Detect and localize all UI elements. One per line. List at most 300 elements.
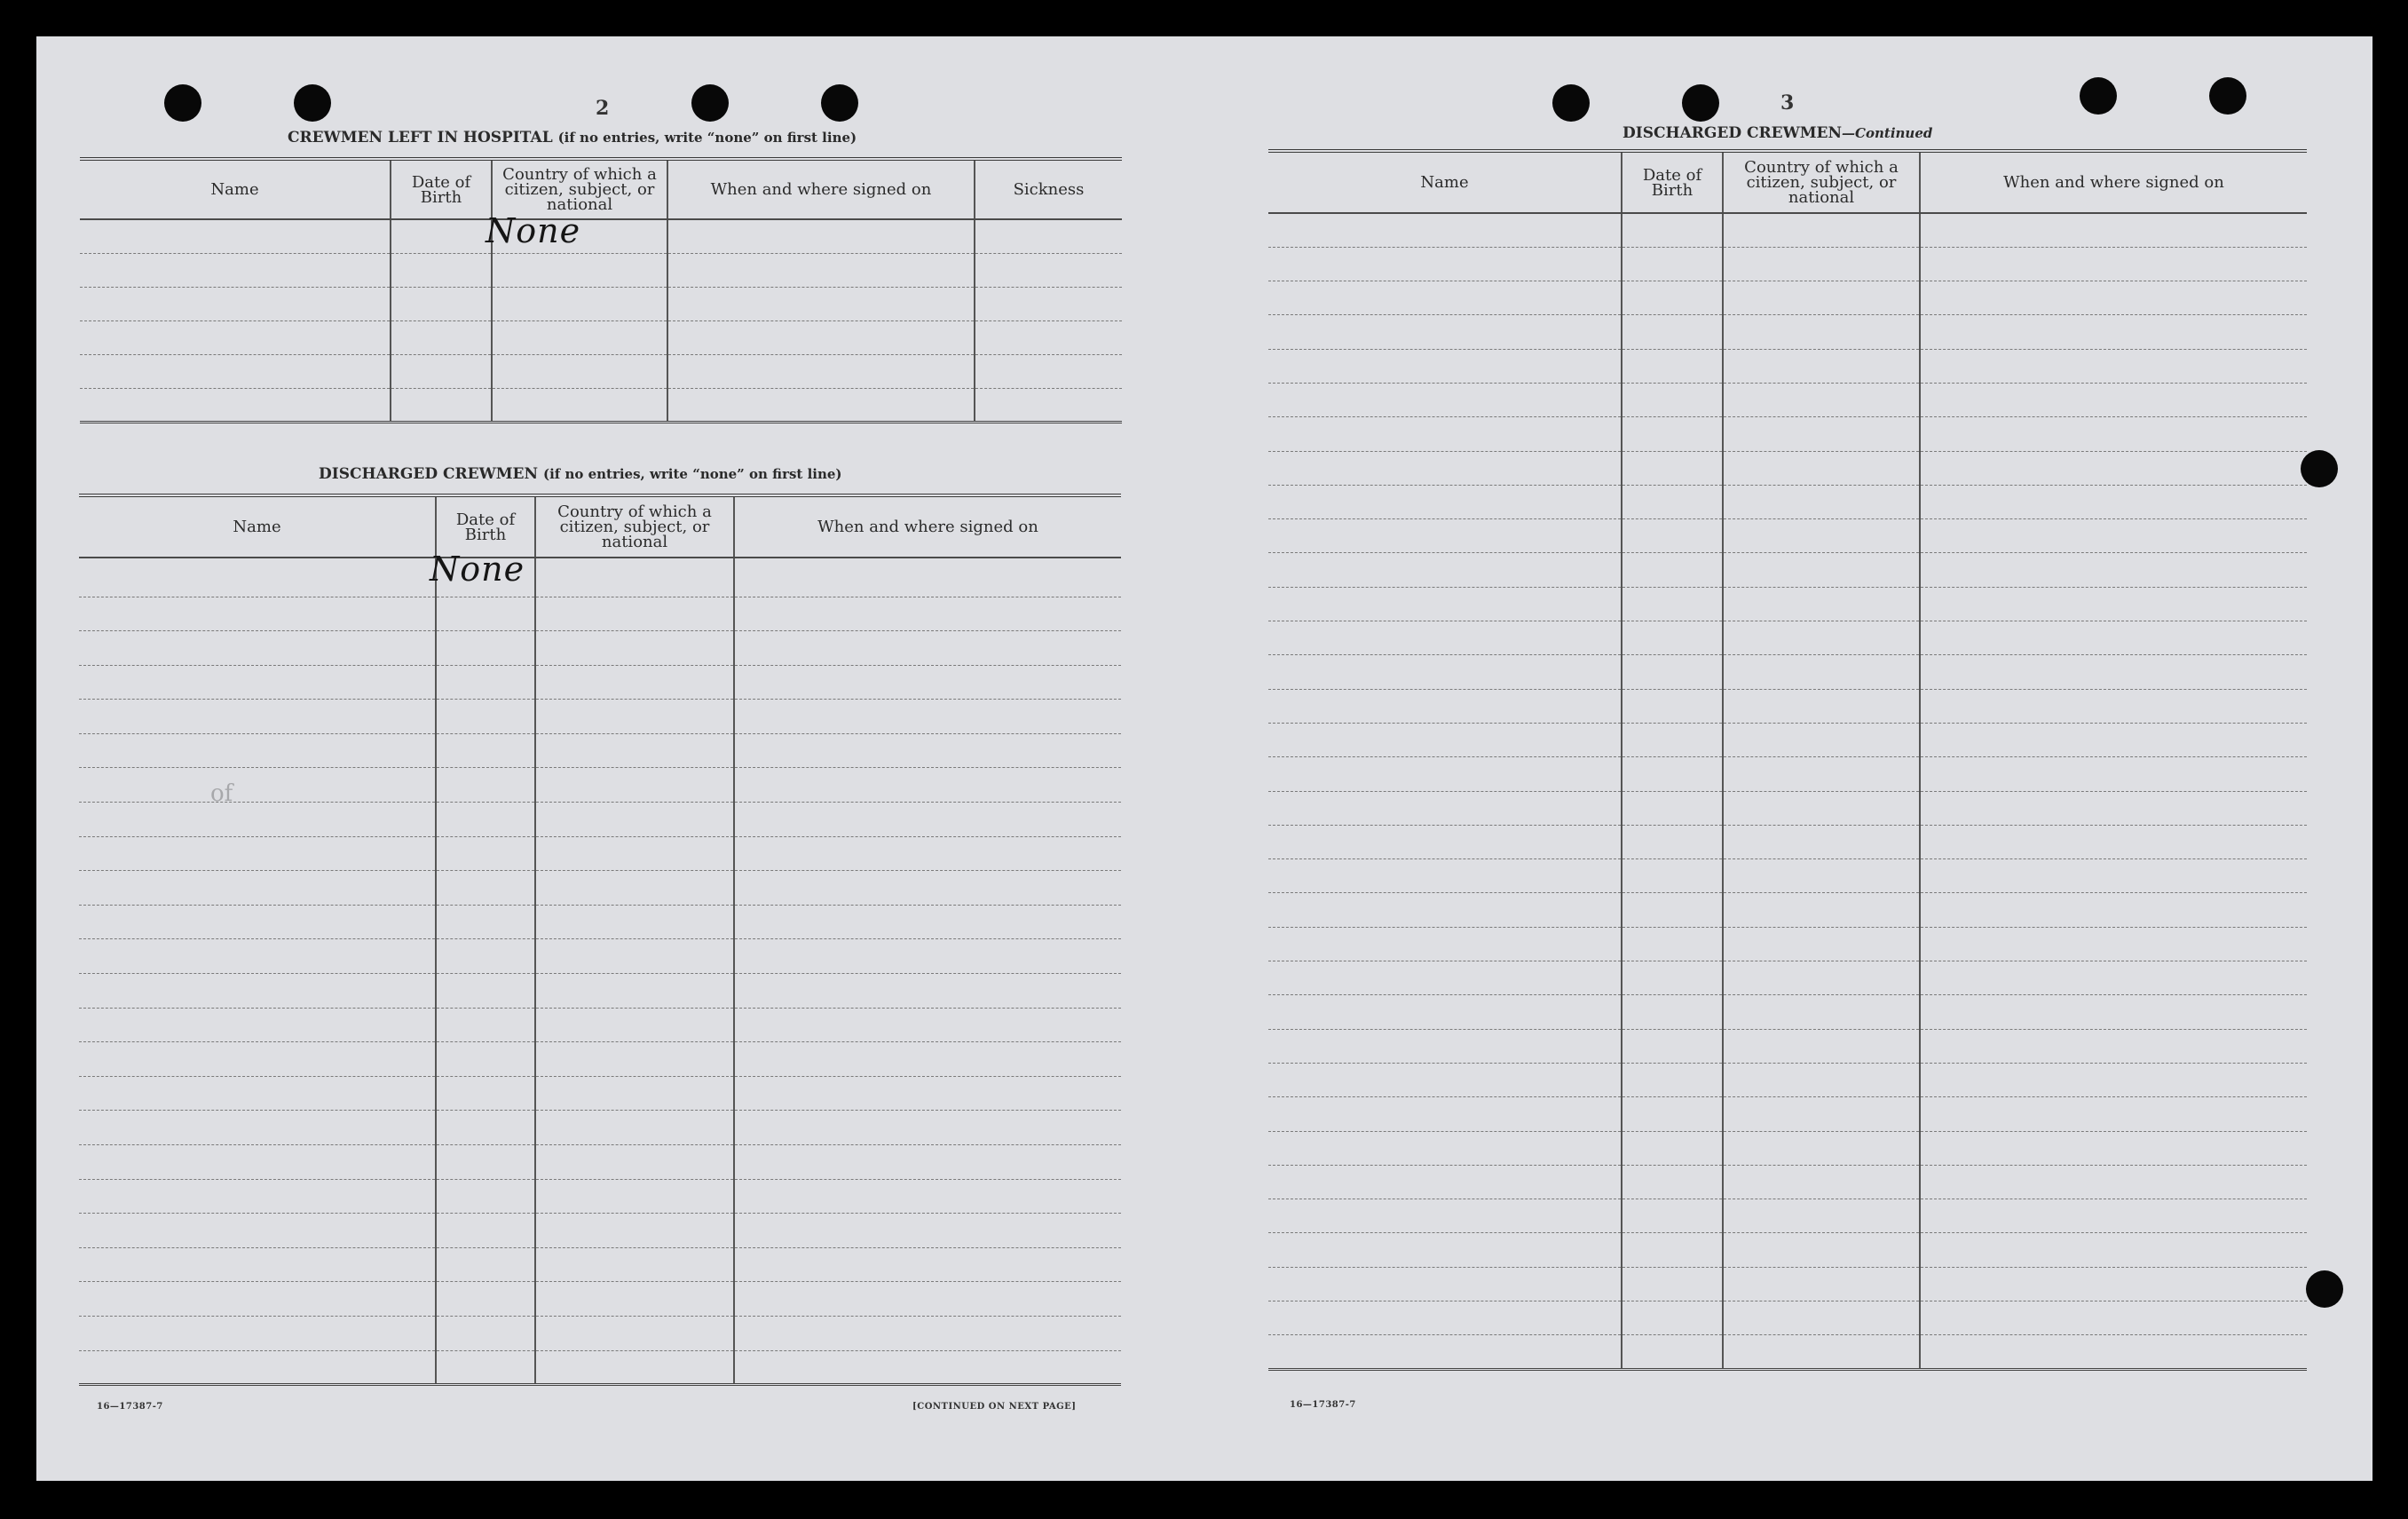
discharged-table xyxy=(79,494,1121,1386)
table-cell xyxy=(1723,1335,1920,1369)
table-cell xyxy=(1622,1131,1723,1165)
table-row xyxy=(80,219,1122,253)
table-cell xyxy=(1268,927,1622,961)
table-cell xyxy=(734,1316,1121,1350)
discharged-title: DISCHARGED CREWMEN xyxy=(319,465,539,483)
punch-hole xyxy=(1552,84,1590,122)
table-cell xyxy=(1622,315,1723,349)
table-cell xyxy=(535,597,734,631)
table-cell xyxy=(1268,689,1622,723)
table-row xyxy=(1268,995,2307,1029)
table-row xyxy=(1268,281,2307,315)
table-cell xyxy=(1268,1233,1622,1267)
header-date-of-birth: Date of Birth xyxy=(1622,151,1723,213)
table-cell xyxy=(535,733,734,768)
table-cell xyxy=(1920,553,2307,587)
table-cell xyxy=(1723,893,1920,927)
discharged-rows xyxy=(79,550,1121,1385)
table-cell xyxy=(734,905,1121,939)
table-cell xyxy=(1920,621,2307,655)
table-cell xyxy=(1920,1029,2307,1063)
table-row xyxy=(1268,485,2307,518)
table-cell xyxy=(1920,349,2307,383)
table-row xyxy=(1268,383,2307,416)
table-cell xyxy=(734,597,1121,631)
table-cell xyxy=(1268,281,1622,315)
table-cell xyxy=(1622,1029,1723,1063)
table-cell xyxy=(1920,213,2307,247)
header-signed-on: When and where signed on xyxy=(1920,151,2307,213)
table-cell xyxy=(1622,383,1723,416)
table-cell xyxy=(1622,825,1723,858)
table-cell xyxy=(436,803,535,837)
table-row xyxy=(1268,791,2307,825)
table-row xyxy=(79,974,1121,1009)
table-cell xyxy=(1268,621,1622,655)
table-row xyxy=(79,733,1121,768)
table-cell xyxy=(1268,961,1622,995)
table-row xyxy=(79,1214,1121,1248)
table-row xyxy=(79,1076,1121,1111)
table-row xyxy=(1268,553,2307,587)
table-cell xyxy=(1920,451,2307,485)
table-cell xyxy=(1622,1301,1723,1335)
table-row xyxy=(79,700,1121,734)
table-cell xyxy=(1723,791,1920,825)
table-cell xyxy=(79,1179,436,1214)
table-cell xyxy=(734,803,1121,837)
table-cell xyxy=(1920,927,2307,961)
table-cell xyxy=(1268,485,1622,518)
table-cell xyxy=(1268,893,1622,927)
table-row xyxy=(1268,519,2307,553)
table-cell xyxy=(1622,757,1723,791)
table-cell xyxy=(436,1247,535,1282)
table-cell xyxy=(436,1008,535,1042)
table-cell xyxy=(535,1008,734,1042)
table-cell xyxy=(1920,825,2307,858)
table-cell xyxy=(1622,995,1723,1029)
discharged-continued-title xyxy=(1622,124,1932,142)
table-row xyxy=(1268,247,2307,281)
table-cell xyxy=(1723,587,1920,621)
table-cell xyxy=(535,1247,734,1282)
table-cell xyxy=(1723,1165,1920,1199)
table-cell xyxy=(79,733,436,768)
table-cell xyxy=(436,631,535,666)
table-cell xyxy=(535,939,734,974)
table-cell xyxy=(1268,655,1622,689)
table-cell xyxy=(1723,859,1920,893)
table-cell xyxy=(1622,927,1723,961)
table-cell xyxy=(1622,893,1723,927)
table-row xyxy=(79,836,1121,871)
table-cell xyxy=(79,700,436,734)
table-row xyxy=(1268,1267,2307,1301)
table-cell xyxy=(1723,1029,1920,1063)
table-cell xyxy=(1622,859,1723,893)
header-date-of-birth: Date of Birth xyxy=(436,495,535,558)
table-row xyxy=(1268,927,2307,961)
document-sheet xyxy=(36,36,2372,1481)
table-cell xyxy=(1268,553,1622,587)
table-row xyxy=(1268,587,2307,621)
table-cell xyxy=(1920,723,2307,756)
table-cell xyxy=(436,1316,535,1350)
table-cell xyxy=(1920,1063,2307,1096)
table-cell xyxy=(1723,349,1920,383)
table-cell xyxy=(734,665,1121,700)
table-row xyxy=(1268,315,2307,349)
table-cell xyxy=(734,1145,1121,1180)
header-sickness: Sickness xyxy=(975,159,1122,219)
table-cell xyxy=(1723,519,1920,553)
table-row xyxy=(1268,1199,2307,1233)
table-row xyxy=(79,905,1121,939)
table-row xyxy=(79,1111,1121,1145)
table-cell xyxy=(535,631,734,666)
table-row xyxy=(80,388,1122,422)
table-cell xyxy=(1723,655,1920,689)
table-cell xyxy=(436,1042,535,1077)
table-row xyxy=(79,768,1121,803)
table-row xyxy=(79,665,1121,700)
table-row xyxy=(79,558,1121,597)
header-name: Name xyxy=(1268,151,1622,213)
table-cell xyxy=(1723,1267,1920,1301)
table-cell xyxy=(1723,757,1920,791)
table-cell xyxy=(1268,995,1622,1029)
table-cell xyxy=(1622,621,1723,655)
table-cell xyxy=(79,1247,436,1282)
stray-mark: of xyxy=(210,780,233,807)
table-cell xyxy=(436,836,535,871)
table-cell xyxy=(734,768,1121,803)
punch-hole xyxy=(691,84,729,122)
table-row xyxy=(1268,723,2307,756)
header-name: Name xyxy=(80,159,391,219)
table-cell xyxy=(1622,1097,1723,1131)
table-cell xyxy=(1723,1301,1920,1335)
table-cell xyxy=(1723,1199,1920,1233)
table-row xyxy=(1268,1335,2307,1369)
table-cell xyxy=(436,768,535,803)
table-row xyxy=(1268,1097,2307,1131)
punch-hole xyxy=(821,84,858,122)
table-row xyxy=(79,1145,1121,1180)
discharged-continued-label: DISCHARGED CREWMEN xyxy=(1622,124,1843,142)
table-cell xyxy=(1723,213,1920,247)
table-cell xyxy=(1268,519,1622,553)
table-cell xyxy=(535,700,734,734)
table-cell xyxy=(79,871,436,906)
table-cell xyxy=(79,1316,436,1350)
handwritten-none: None xyxy=(430,550,525,589)
table-cell xyxy=(1268,349,1622,383)
punch-hole xyxy=(2209,77,2246,115)
table-cell xyxy=(1723,723,1920,756)
table-cell xyxy=(79,1214,436,1248)
table-cell xyxy=(1268,1165,1622,1199)
continued-note: [CONTINUED ON NEXT PAGE] xyxy=(912,1402,1077,1412)
table-cell xyxy=(436,597,535,631)
table-cell xyxy=(734,1008,1121,1042)
table-cell xyxy=(1622,1165,1723,1199)
table-cell xyxy=(79,1350,436,1385)
table-cell xyxy=(436,700,535,734)
hospital-rows xyxy=(80,211,1122,422)
table-cell xyxy=(1723,621,1920,655)
page-number-left: 2 xyxy=(596,97,610,120)
table-cell xyxy=(1268,1131,1622,1165)
table-cell xyxy=(1268,1199,1622,1233)
table-cell xyxy=(1920,1165,2307,1199)
table-cell xyxy=(1920,1233,2307,1267)
table-row xyxy=(1268,893,2307,927)
table-cell xyxy=(79,1111,436,1145)
table-row xyxy=(79,1316,1121,1350)
table-cell xyxy=(79,803,436,837)
hospital-instruction: (if no entries, write “none” on first line) xyxy=(557,130,857,146)
table-row xyxy=(79,631,1121,666)
table-cell xyxy=(1920,247,2307,281)
table-cell xyxy=(1622,247,1723,281)
table-cell xyxy=(734,974,1121,1009)
table-row xyxy=(80,320,1122,354)
table-cell xyxy=(1268,315,1622,349)
table-row xyxy=(1268,1233,2307,1267)
table-cell xyxy=(1723,247,1920,281)
table-cell xyxy=(734,1247,1121,1282)
table-cell xyxy=(1920,655,2307,689)
table-cell xyxy=(79,631,436,666)
table-cell xyxy=(1723,383,1920,416)
table-row xyxy=(79,1247,1121,1282)
table-cell xyxy=(79,905,436,939)
table-cell xyxy=(1268,213,1622,247)
table-cell xyxy=(1622,1199,1723,1233)
table-row xyxy=(79,1282,1121,1317)
table-cell xyxy=(734,631,1121,666)
table-cell xyxy=(1268,757,1622,791)
table-cell xyxy=(535,1350,734,1385)
discharged-continued-table xyxy=(1268,149,2307,1371)
table-cell xyxy=(1268,859,1622,893)
table-row xyxy=(1268,1131,2307,1165)
table-cell xyxy=(79,1042,436,1077)
table-cell xyxy=(535,1145,734,1180)
table-cell xyxy=(535,803,734,837)
table-cell xyxy=(1622,655,1723,689)
table-cell xyxy=(734,1111,1121,1145)
table-cell xyxy=(1920,519,2307,553)
punch-hole xyxy=(164,84,201,122)
table-cell xyxy=(1622,1063,1723,1096)
table-cell xyxy=(535,1179,734,1214)
table-cell xyxy=(1268,1029,1622,1063)
table-cell xyxy=(1920,1301,2307,1335)
table-cell xyxy=(1622,417,1723,451)
table-cell xyxy=(535,1282,734,1317)
table-row xyxy=(79,803,1121,837)
hospital-table xyxy=(80,157,1122,423)
punch-hole xyxy=(294,84,331,122)
table-row xyxy=(80,287,1122,320)
table-row xyxy=(79,597,1121,631)
table-cell xyxy=(1268,417,1622,451)
table-cell xyxy=(436,1350,535,1385)
table-cell xyxy=(1920,1097,2307,1131)
table-cell xyxy=(1723,961,1920,995)
table-cell xyxy=(1622,1335,1723,1369)
table-cell xyxy=(535,1042,734,1077)
table-cell xyxy=(1920,281,2307,315)
table-cell xyxy=(1268,723,1622,756)
table-row xyxy=(1268,1165,2307,1199)
table-cell xyxy=(1268,383,1622,416)
page-number-right: 3 xyxy=(1780,91,1795,115)
table-cell xyxy=(1723,825,1920,858)
table-row xyxy=(1268,961,2307,995)
table-cell xyxy=(436,1179,535,1214)
table-cell xyxy=(1723,995,1920,1029)
table-cell xyxy=(436,974,535,1009)
table-row xyxy=(1268,213,2307,247)
handwritten-none: None xyxy=(486,211,581,250)
table-cell xyxy=(1723,1063,1920,1096)
table-cell xyxy=(734,1076,1121,1111)
header-name: Name xyxy=(79,495,436,558)
table-cell xyxy=(734,1042,1121,1077)
table-cell xyxy=(734,1214,1121,1248)
table-cell xyxy=(734,1179,1121,1214)
form-number-left: 16—17387-7 xyxy=(97,1402,163,1412)
table-cell xyxy=(436,665,535,700)
table-cell xyxy=(535,1076,734,1111)
table-row xyxy=(80,354,1122,388)
table-cell xyxy=(1268,1267,1622,1301)
header-country: Country of which a citizen, subject, or national xyxy=(1723,151,1920,213)
table-cell xyxy=(535,1111,734,1145)
table-cell xyxy=(535,1214,734,1248)
table-cell xyxy=(1723,927,1920,961)
table-cell xyxy=(734,1350,1121,1385)
table-cell xyxy=(1920,1131,2307,1165)
table-cell xyxy=(1920,383,2307,416)
header-signed-on: When and where signed on xyxy=(667,159,975,219)
table-cell xyxy=(1268,1097,1622,1131)
table-cell xyxy=(1920,689,2307,723)
hospital-title: CREWMEN LEFT IN HOSPITAL xyxy=(288,129,553,146)
table-cell xyxy=(1723,1233,1920,1267)
table-cell xyxy=(79,1145,436,1180)
table-row xyxy=(79,939,1121,974)
table-cell xyxy=(1723,553,1920,587)
table-cell xyxy=(1268,1063,1622,1096)
table-cell xyxy=(79,1008,436,1042)
table-cell xyxy=(734,836,1121,871)
table-cell xyxy=(1920,485,2307,518)
table-cell xyxy=(535,768,734,803)
continued-suffix: —Continued xyxy=(1842,125,1933,141)
table-cell xyxy=(535,974,734,1009)
table-cell xyxy=(1622,451,1723,485)
table-row xyxy=(79,1179,1121,1214)
discharged-instruction: (if no entries, write “none” on first line) xyxy=(542,466,842,482)
table-cell xyxy=(734,700,1121,734)
table-cell xyxy=(1622,553,1723,587)
hospital-section-title xyxy=(288,129,857,146)
table-row xyxy=(1268,757,2307,791)
table-row xyxy=(1268,349,2307,383)
table-cell xyxy=(1920,315,2307,349)
table-cell xyxy=(436,871,535,906)
table-row xyxy=(1268,1301,2307,1335)
table-cell xyxy=(1622,689,1723,723)
table-row xyxy=(1268,655,2307,689)
table-cell xyxy=(1268,587,1622,621)
table-row xyxy=(1268,825,2307,858)
table-cell xyxy=(79,665,436,700)
table-cell xyxy=(436,1111,535,1145)
table-cell xyxy=(1723,1131,1920,1165)
table-cell xyxy=(535,665,734,700)
table-cell xyxy=(79,836,436,871)
table-cell xyxy=(734,939,1121,974)
table-row xyxy=(79,1350,1121,1385)
table-cell xyxy=(1920,859,2307,893)
table-cell xyxy=(436,1076,535,1111)
table-cell xyxy=(1723,485,1920,518)
table-cell xyxy=(1723,1097,1920,1131)
table-cell xyxy=(436,1214,535,1248)
table-cell xyxy=(734,733,1121,768)
table-cell xyxy=(1920,1199,2307,1233)
table-cell xyxy=(1723,417,1920,451)
table-cell xyxy=(1622,519,1723,553)
punch-hole xyxy=(1682,84,1719,122)
table-cell xyxy=(436,733,535,768)
table-cell xyxy=(1920,1267,2307,1301)
table-cell xyxy=(79,974,436,1009)
table-cell xyxy=(79,768,436,803)
punch-hole xyxy=(2080,77,2117,115)
table-cell xyxy=(1268,451,1622,485)
table-cell xyxy=(79,939,436,974)
table-cell xyxy=(1622,961,1723,995)
table-cell xyxy=(1920,757,2307,791)
table-cell xyxy=(1268,1335,1622,1369)
table-cell xyxy=(535,1316,734,1350)
table-cell xyxy=(1723,451,1920,485)
table-cell xyxy=(79,597,436,631)
table-cell xyxy=(1920,893,2307,927)
table-cell xyxy=(1622,1267,1723,1301)
table-cell xyxy=(1622,587,1723,621)
table-cell xyxy=(1622,791,1723,825)
discharged-section-title xyxy=(319,465,842,483)
table-cell xyxy=(436,939,535,974)
table-cell xyxy=(1920,587,2307,621)
table-cell xyxy=(1622,213,1723,247)
table-cell xyxy=(79,1076,436,1111)
table-cell xyxy=(535,871,734,906)
table-row xyxy=(1268,451,2307,485)
table-cell xyxy=(1723,315,1920,349)
table-cell xyxy=(1723,689,1920,723)
table-cell xyxy=(1622,281,1723,315)
discharged-continued-rows xyxy=(1268,213,2307,1369)
